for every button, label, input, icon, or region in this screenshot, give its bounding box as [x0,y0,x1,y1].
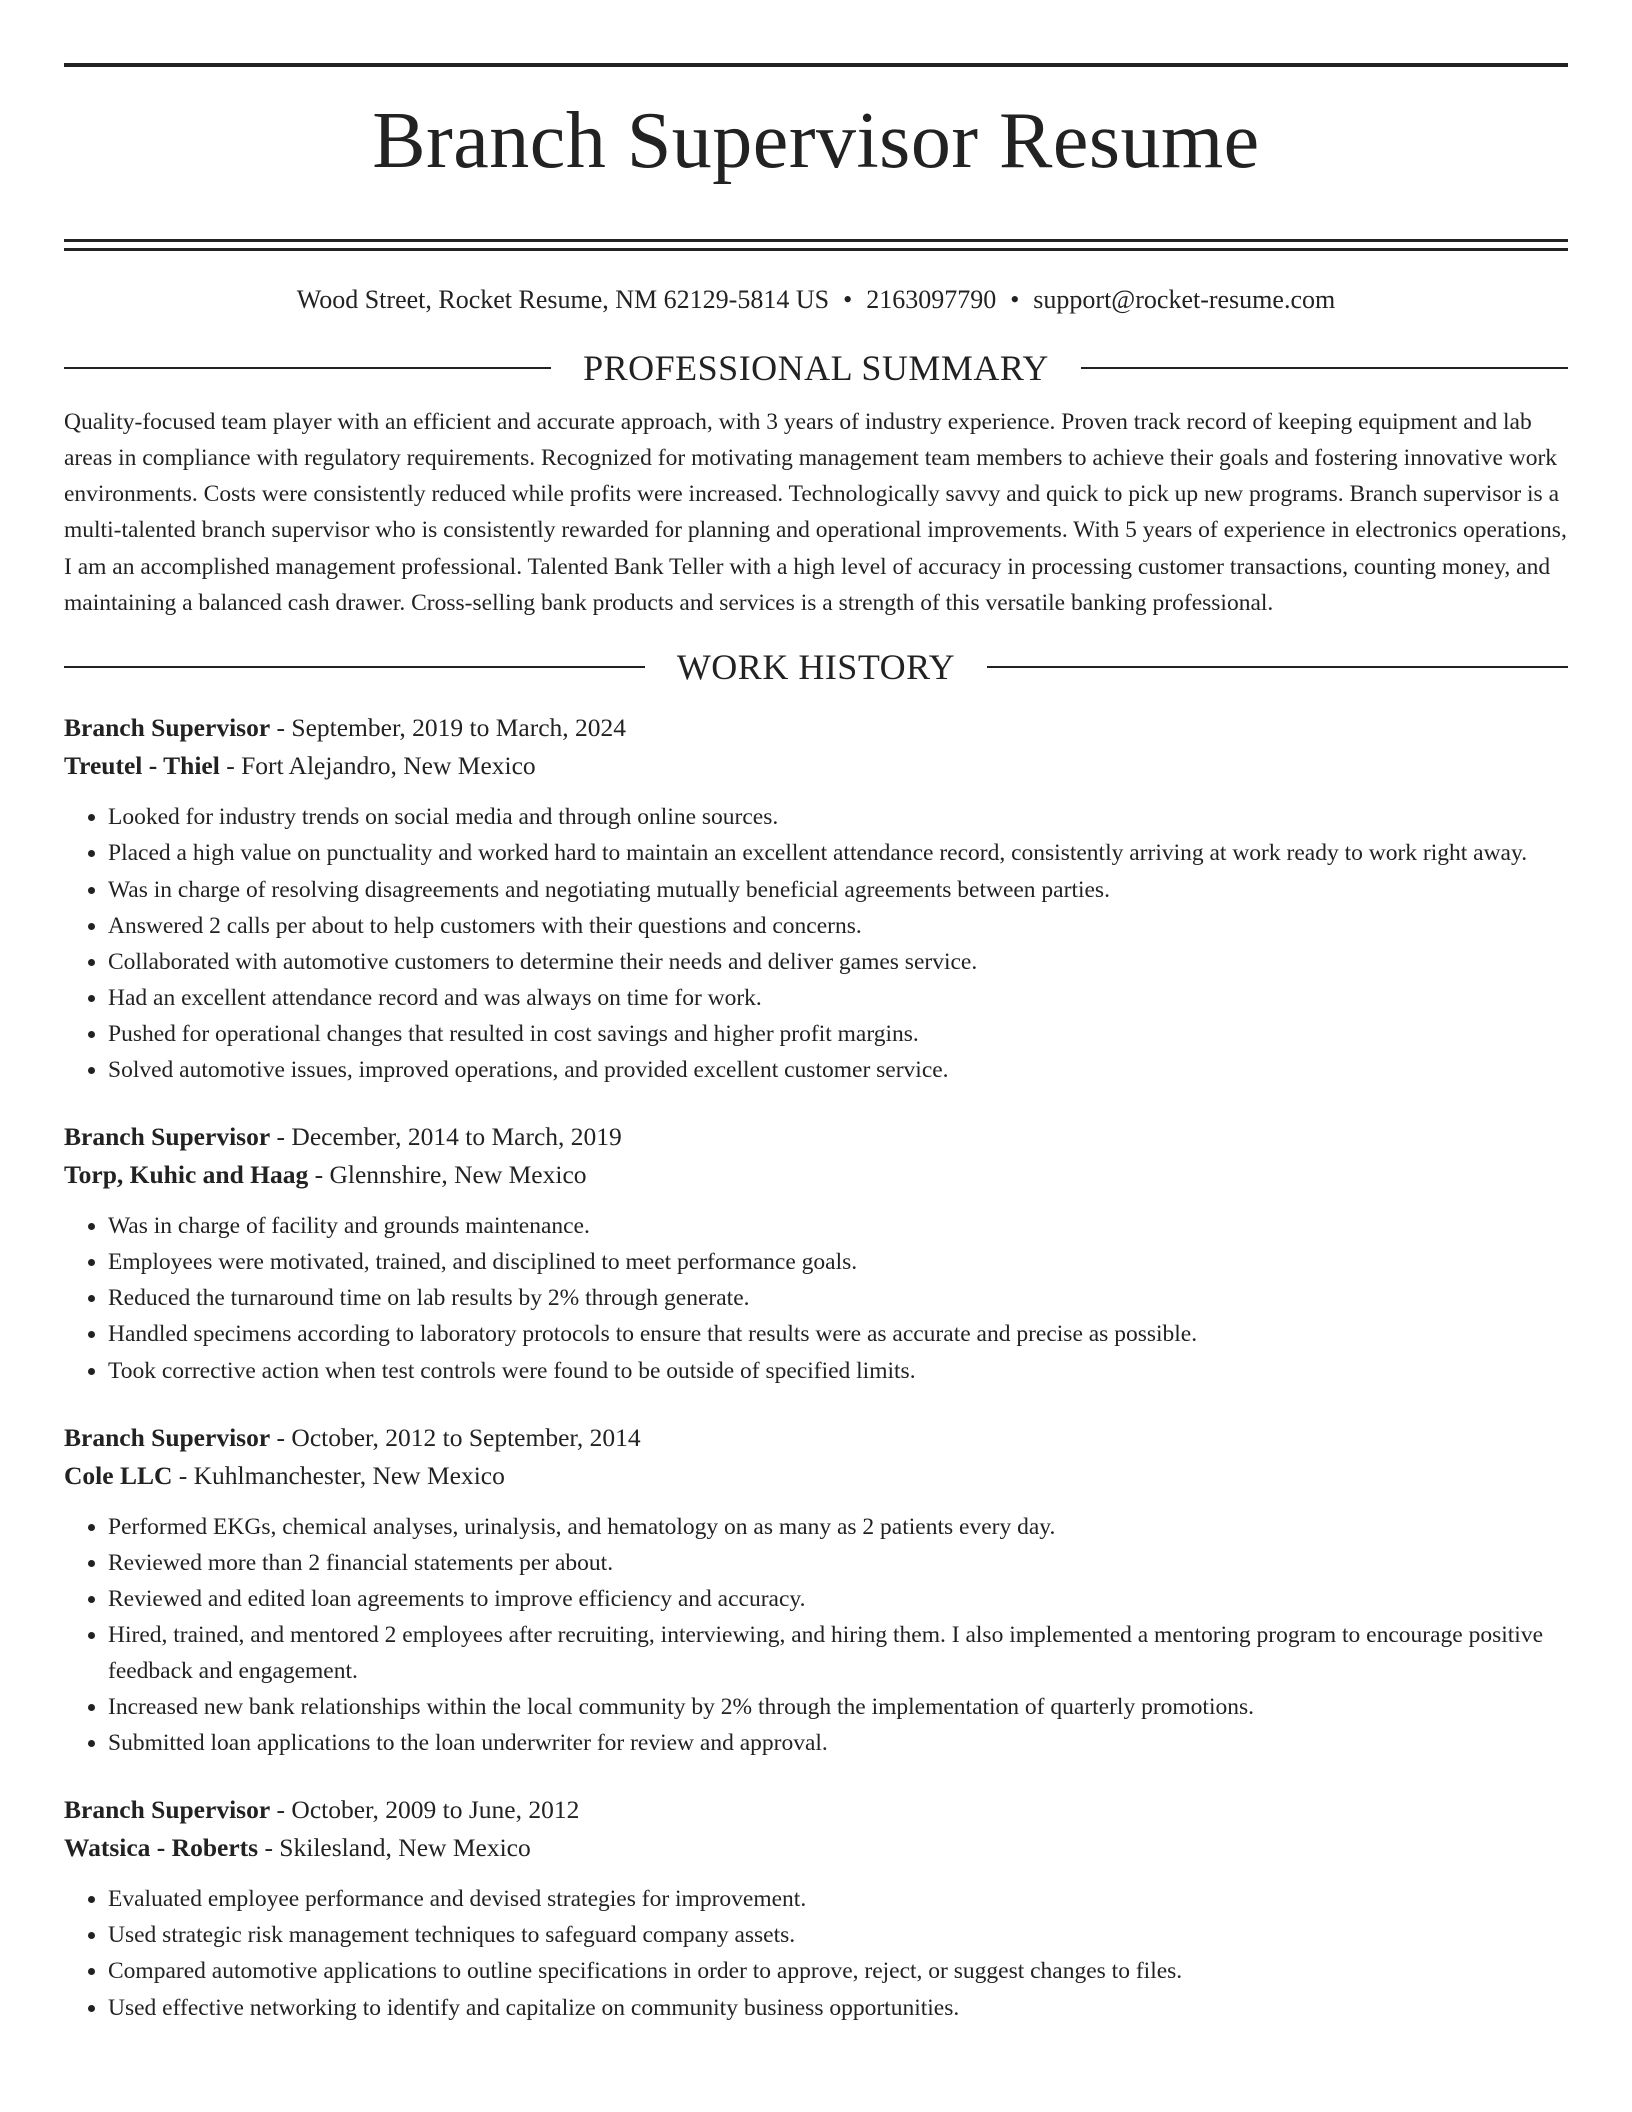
job-bullet: • Collaborated with automotive customers to determine their needs and deliver games service. [108,944,1568,980]
contact-email: support@rocket-resume.com [1033,284,1336,314]
heading-rule-left [64,666,645,668]
job-bullet: • Looked for industry trends on social media and through online sources. [108,799,1568,835]
job-dates: - October, 2009 to June, 2012 [270,1795,580,1825]
job-entry [64,1419,1568,1762]
job-location: - Skilesland, New Mexico [258,1833,531,1863]
job-company-line [64,1457,1568,1495]
job-bullet: • Reduced the turnaround time on lab results by 2% through generate. [108,1280,1568,1316]
heading-rule-left [64,367,551,369]
job-bullet-list [64,1509,1568,1762]
contact-address: Wood Street, Rocket Resume, NM 62129-5814 US [296,284,830,314]
job-title-line [64,709,1568,747]
job-bullet: • Reviewed and edited loan agreements to improve efficiency and accuracy. [108,1581,1568,1617]
job-location: - Fort Alejandro, New Mexico [219,751,536,781]
job-bullet: • Was in charge of resolving disagreements and negotiating mutually beneficial agreements between parties. [108,872,1568,908]
job-bullet: • Compared automotive applications to outline specifications in order to approve, reject, or suggest changes to files. [108,1953,1568,1989]
job-bullet-list [64,799,1568,1088]
job-bullet: • Used strategic risk management techniques to safeguard company assets. [108,1917,1568,1953]
job-bullet: • Took corrective action when test controls were found to be outside of specified limits. [108,1353,1568,1389]
resume-title: Branch Supervisor Resume [372,97,1260,185]
contact-separator: • [843,284,853,314]
job-bullet: • Employees were motivated, trained, and disciplined to meet performance goals. [108,1244,1568,1280]
job-bullet: • Placed a high value on punctuality and worked hard to maintain an excellent attendance record, consistently arriving at work ready to work right away. [108,835,1568,871]
summary-paragraph: Quality-focused team player with an efficient and accurate approach, with 3 years of industry experience. Proven track record of keeping equipment and lab areas in compliance with regulatory requirements. Recognized for motivating management team members to achieve their goals and fostering innovative work environments. Costs were consistently reduced while profits were increased. Technologically savvy and quick to pick up new programs. Branch supervisor is a multi-talented branch supervisor who is consistently rewarded for planning and operational improvements. With 5 years of experience in electronics operations, I am an accomplished management professional. Talented Bank Teller with a high level of accuracy in processing customer transactions, counting money, and maintaining a balanced cash drawer. Cross-selling bank products and services is a strength of this versatile banking professional. [64,408,1567,617]
job-bullet: • Hired, trained, and mentored 2 employees after recruiting, interviewing, and hiring them. I also implemented a mentoring program to encourage positive feedback and engagement. [108,1617,1568,1689]
work-history-heading-label: WORK HISTORY [676,647,956,688]
job-company-line [64,747,1568,785]
heading-rule-right [1081,367,1568,369]
job-location: - Kuhlmanchester, New Mexico [172,1460,505,1490]
job-title-line [64,1419,1568,1457]
title-double-rule [64,239,1568,251]
contact-separator: • [1010,284,1020,314]
job-bullet-list [64,1881,1568,2025]
resume-page [64,0,1568,2026]
job-company: Cole LLC [64,1460,173,1490]
job-dates: - October, 2012 to September, 2014 [270,1422,641,1452]
job-entry [64,709,1568,1088]
job-title: Branch Supervisor [64,713,271,743]
job-bullet: • Pushed for operational changes that resulted in cost savings and higher profit margins. [108,1016,1568,1052]
job-bullet: • Evaluated employee performance and devised strategies for improvement. [108,1881,1568,1917]
job-company: Watsica - Roberts [64,1833,259,1863]
job-title-line [64,1791,1568,1829]
job-company: Treutel - Thiel [64,751,220,781]
job-title: Branch Supervisor [64,1422,271,1452]
job-title: Branch Supervisor [64,1122,271,1152]
job-bullet: • Was in charge of facility and grounds maintenance. [108,1208,1568,1244]
job-company-line [64,1156,1568,1194]
job-bullet: • Submitted loan applications to the loan underwriter for review and approval. [108,1725,1568,1761]
contact-line [64,284,1568,316]
work-history-section-heading [64,645,1568,689]
job-location: - Glennshire, New Mexico [308,1160,587,1190]
heading-rule-right [987,666,1568,668]
job-bullet: • Had an excellent attendance record and was always on time for work. [108,980,1568,1016]
job-bullet: • Handled specimens according to laboratory protocols to ensure that results were as accurate and precise as possible. [108,1316,1568,1352]
job-bullet: • Increased new bank relationships within the local community by 2% through the implementation of quarterly promotions. [108,1689,1568,1725]
job-bullet: • Performed EKGs, chemical analyses, urinalysis, and hematology on as many as 2 patients every day. [108,1509,1568,1545]
job-title: Branch Supervisor [64,1795,271,1825]
job-company-line [64,1829,1568,1867]
job-bullet: • Answered 2 calls per about to help customers with their questions and concerns. [108,908,1568,944]
job-bullet: • Solved automotive issues, improved operations, and provided excellent customer service. [108,1052,1568,1088]
job-bullet: • Used effective networking to identify and capitalize on community business opportunities. [108,1990,1568,2026]
summary-section-heading [64,346,1568,390]
job-dates: - December, 2014 to March, 2019 [270,1122,622,1152]
top-rule [64,63,1568,67]
job-entry [64,1118,1568,1388]
summary-heading-label: PROFESSIONAL SUMMARY [583,347,1049,388]
job-entry [64,1791,1568,2025]
job-company: Torp, Kuhic and Haag [64,1160,309,1190]
job-dates: - September, 2019 to March, 2024 [270,713,627,743]
job-bullet: • Reviewed more than 2 financial statements per about. [108,1545,1568,1581]
contact-phone: 2163097790 [866,284,997,314]
job-bullet-list [64,1208,1568,1388]
job-title-line [64,1118,1568,1156]
